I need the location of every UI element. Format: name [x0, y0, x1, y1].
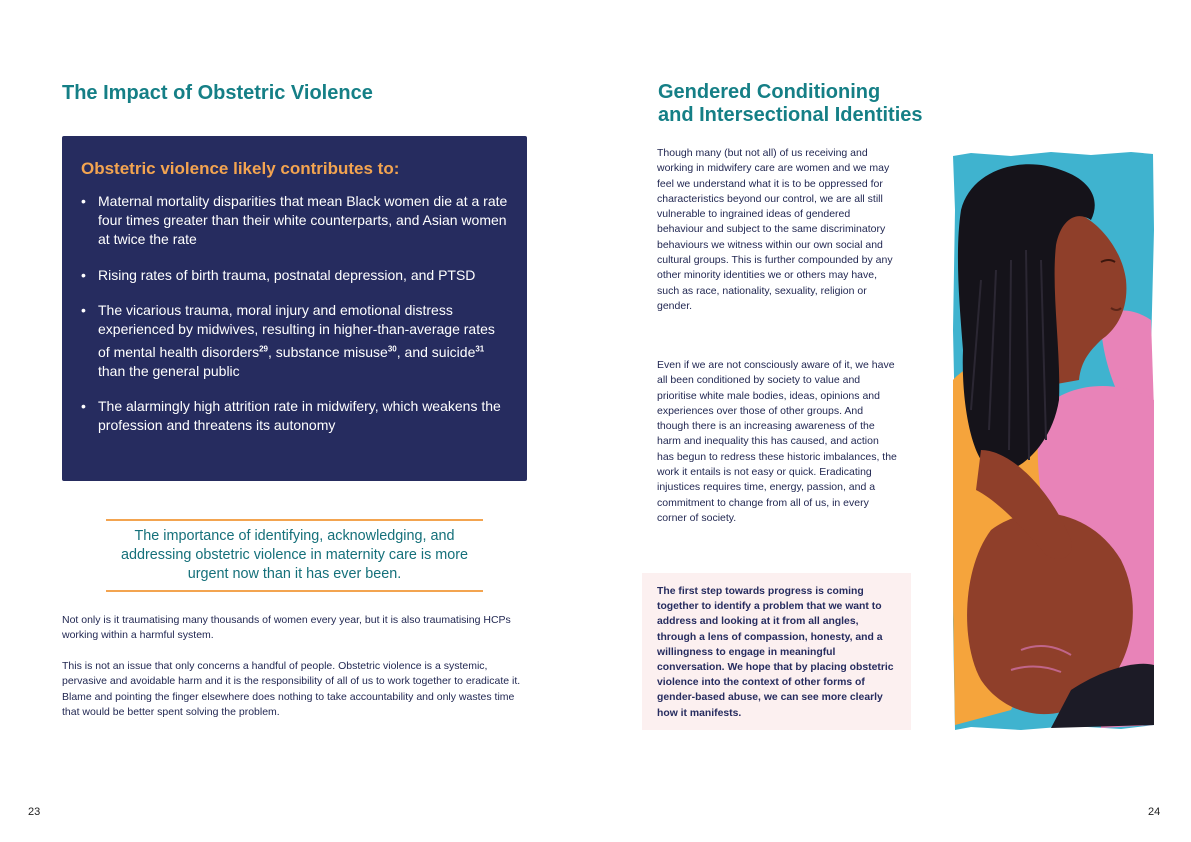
highlight-text: The first step towards progress is coming together to identify a problem that we want to address and looking at it from all angles, through a lens of compassion, honesty, and a willingness to engage in meaningful conversation. We hope that by placing obstetric violence into the context of other forms of gender-based abuse, we can see more clearly how it manifests. — [657, 586, 894, 719]
page-number-left: 23 — [28, 806, 41, 818]
body-paragraph: This is not an issue that only concerns a handful of people. Obstetric violence is a systemic, pervasive and avoidable harm and it is the responsibility of all of us to work together to eradicate it. Blame and pointing the finger elsewhere does nothing to take accountability and only wastes time that would be better spent solving the problem. — [62, 660, 521, 718]
bullet-text-part: , and suicide — [396, 343, 476, 360]
list-item — [81, 192, 509, 250]
footnote-ref: 29 — [259, 344, 268, 354]
list-item — [81, 266, 509, 285]
pregnant-woman-illustration — [951, 150, 1155, 732]
bullet-text-part: , substance misuse — [268, 343, 388, 360]
bullet-icon: • — [81, 266, 86, 283]
list-item — [81, 301, 509, 381]
footnote-ref: 31 — [475, 344, 485, 354]
footnote-ref: 30 — [387, 344, 397, 354]
page-title-left: The Impact of Obstetric Violence — [62, 82, 373, 104]
body-paragraph: Even if we are not consciously aware of it, we have all been conditioned by society to value and prioritise white male bodies, ideas, opinions and experiences over those of other groups. And though there is an increasing awareness of the harm and inequality this has caused, and action has begun to redress these historic imbalances, the work it entails is not easy or quick. Eradicating injustices requires time, energy, passion, and a commitment to change from all of us, in every corner of society. — [657, 359, 897, 524]
bullet-text — [98, 302, 495, 379]
bullet-icon: • — [81, 398, 86, 415]
callout-box — [62, 136, 527, 481]
bullet-text: Maternal mortality disparities that mean Black women die at a rate four times greater than their white counterparts, and Asian women at twice the rate — [98, 193, 508, 248]
body-paragraph: Though many (but not all) of us receiving and working in midwifery care are women and we may feel we understand what it is to be oppressed for characteristics beyond our control, we are all still vulnerable to ingrained ideas of gendered behaviour and subject to the same discriminatory behaviours we witness within our own social and cultural groups. This is further compounded by any other minority identities we or others may have, such as race, nationality, sexuality, religion or gender. — [657, 147, 893, 312]
bullet-icon: • — [81, 193, 86, 209]
bullet-text: The alarmingly high attrition rate in midwifery, which weakens the profession and threatens its autonomy — [98, 398, 501, 434]
page-number-right: 24 — [1148, 806, 1161, 818]
title-line: and Intersectional Identities — [658, 104, 923, 126]
bullet-text-part: The vicarious trauma, moral injury and emotional distress experienced by midwives, resulting in higher-than-average rates of mental health disorders — [98, 301, 495, 360]
callout-heading: Obstetric violence likely contributes to: — [81, 159, 400, 178]
callout-list — [81, 192, 509, 436]
list-item — [81, 397, 509, 435]
body-paragraph: Not only is it traumatising many thousands of women every year, but it is also traumatising HCPs working within a harmful system. — [62, 614, 511, 642]
bullet-icon: • — [81, 301, 86, 318]
page-title-right — [658, 81, 978, 127]
highlight-box — [642, 573, 911, 730]
bullet-text: Rising rates of birth trauma, postnatal depression, and PTSD — [98, 266, 476, 283]
title-line: Gendered Conditioning — [658, 81, 881, 103]
pull-quote: The importance of identifying, acknowledging, and addressing obstetric violence in maternity care is more urgent now than it has ever been. — [106, 519, 483, 592]
bullet-text-part: than the general public — [98, 363, 240, 380]
